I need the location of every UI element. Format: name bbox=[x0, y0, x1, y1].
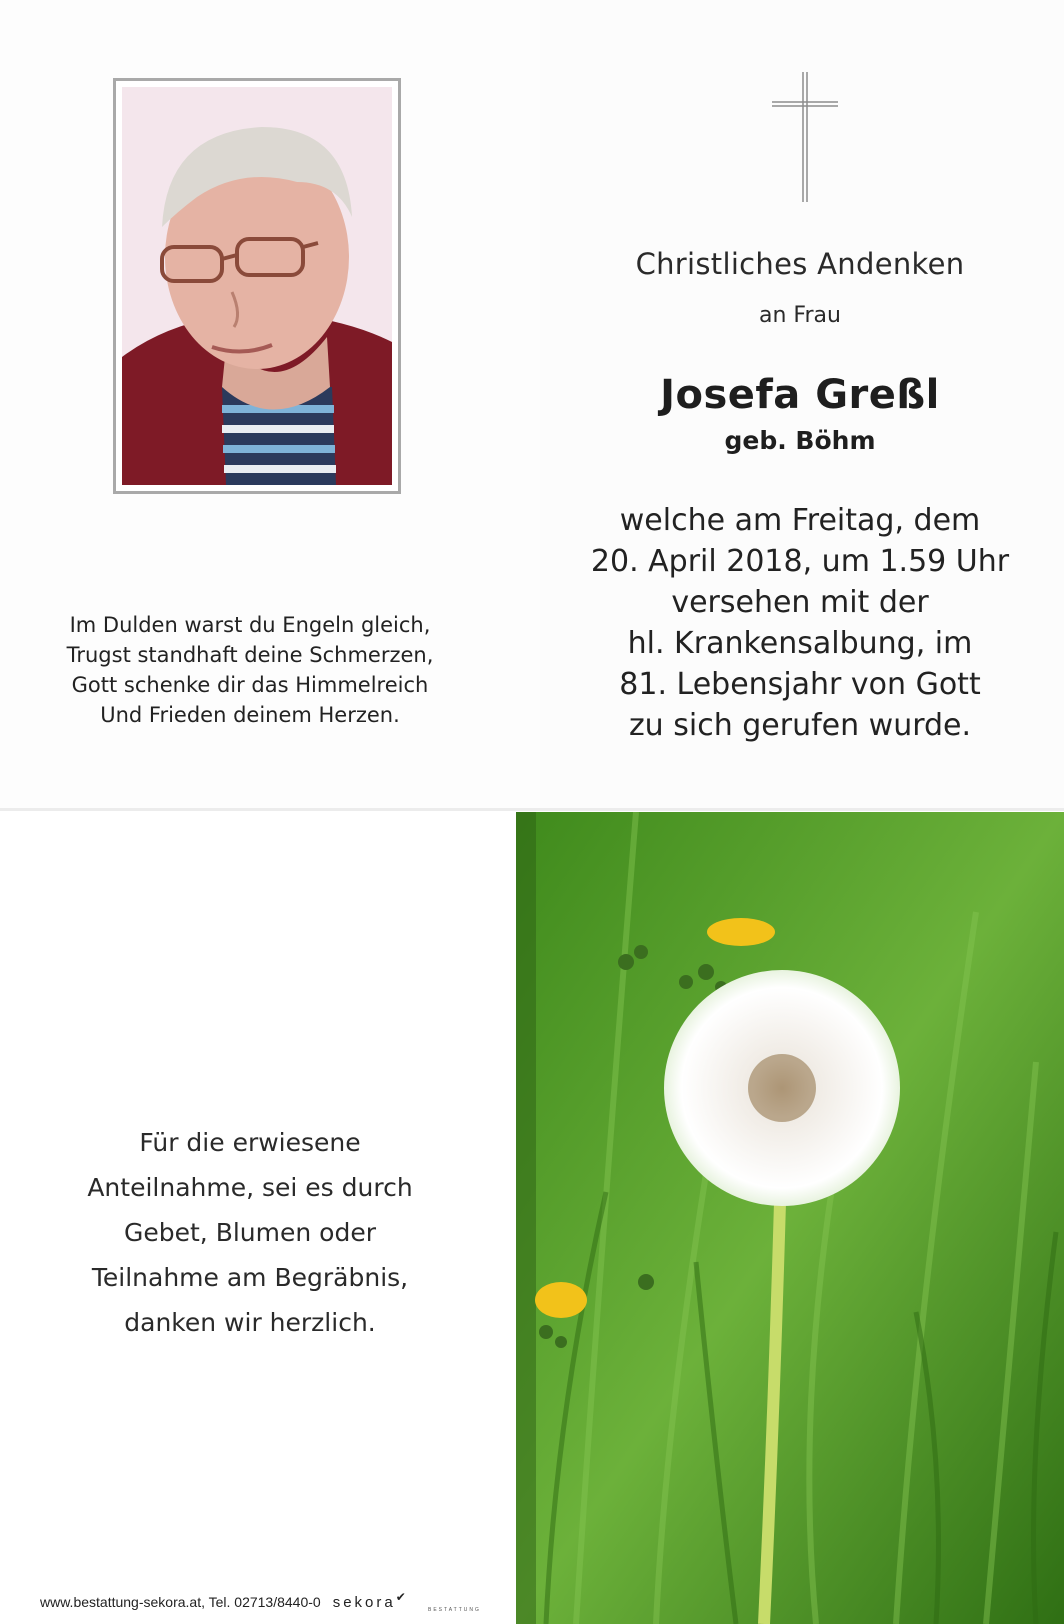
death-notice-line: zu sich gerufen wurde. bbox=[628, 708, 972, 743]
thanks-line: Teilnahme am Begräbnis, bbox=[91, 1263, 409, 1292]
verse-line: Und Frieden deinem Herzen. bbox=[100, 703, 400, 727]
dandelion-photo bbox=[516, 812, 1064, 1624]
card-panel-flower-photo bbox=[516, 812, 1064, 1624]
latin-cross-icon bbox=[772, 72, 838, 202]
card-panel-portrait bbox=[0, 0, 540, 810]
memorial-verse bbox=[30, 610, 470, 730]
memorial-title: Christliches Andenken bbox=[635, 247, 965, 281]
thanks-line: Anteilnahme, sei es durch bbox=[87, 1173, 413, 1202]
footer-contact: www.bestattung-sekora.at, Tel. 02713/8440-0 bbox=[40, 1594, 321, 1610]
death-notice-line: hl. Krankensalbung, im bbox=[627, 626, 973, 661]
memorial-subtitle: an Frau bbox=[759, 303, 841, 328]
funeral-home-footer bbox=[40, 1590, 481, 1613]
death-notice bbox=[580, 500, 1020, 746]
portrait-frame bbox=[113, 78, 401, 494]
deceased-birth-name: geb. Böhm bbox=[724, 426, 876, 455]
thanks-line: danken wir herzlich. bbox=[124, 1308, 376, 1337]
bird-icon: ✔ bbox=[395, 1590, 406, 1604]
portrait-photo bbox=[122, 87, 392, 485]
brand-logo-subtitle: BESTATTUNG bbox=[428, 1607, 481, 1613]
deceased-name: Josefa Greßl bbox=[660, 372, 940, 418]
brand-logo: sekora bbox=[332, 1594, 396, 1611]
thanks-message bbox=[30, 1120, 470, 1345]
verse-line: Gott schenke dir das Himmelreich bbox=[71, 673, 429, 697]
death-notice-line: 81. Lebensjahr von Gott bbox=[619, 667, 981, 702]
verse-line: Trugst standhaft deine Schmerzen, bbox=[66, 643, 434, 667]
thanks-line: Für die erwiesene bbox=[139, 1128, 361, 1157]
death-notice-line: versehen mit der bbox=[671, 585, 929, 620]
verse-line: Im Dulden warst du Engeln gleich, bbox=[69, 613, 431, 637]
death-notice-line: welche am Freitag, dem bbox=[619, 503, 981, 538]
thanks-line: Gebet, Blumen oder bbox=[124, 1218, 376, 1247]
card-fold-divider bbox=[0, 808, 1064, 811]
death-notice-line: 20. April 2018, um 1.59 Uhr bbox=[590, 544, 1010, 579]
